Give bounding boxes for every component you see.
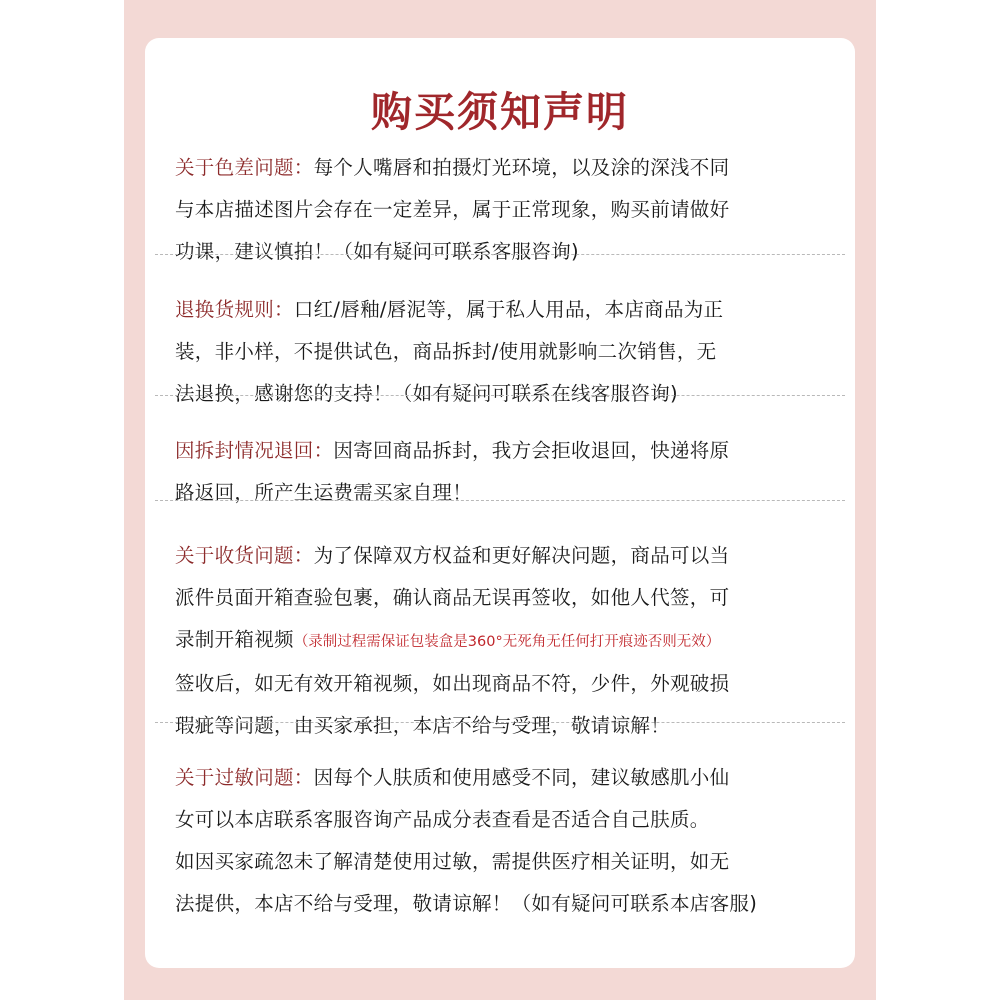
section-line <box>175 430 835 472</box>
section-line <box>175 757 835 799</box>
section-return-rules <box>175 289 835 415</box>
section-line: 法提供，本店不给与受理，敬请谅解！（如有疑问可联系本店客服) <box>175 892 758 915</box>
section-line: 瑕疵等问题，由买家承担，本店不给与受理，敬请谅解！ <box>175 714 671 737</box>
section-label: 关于过敏问题： <box>175 766 314 789</box>
section-text: 录制开箱视频 <box>175 628 294 651</box>
section-line <box>175 535 835 577</box>
section-label: 退换货规则： <box>175 298 294 321</box>
section-label: 关于色差问题： <box>175 156 314 179</box>
section-text: 为了保障双方权益和更好解决问题，商品可以当 <box>313 544 730 567</box>
dashed-divider <box>155 722 845 723</box>
dashed-divider <box>155 395 845 396</box>
section-text: 口红/唇釉/唇泥等，属于私人用品，本店商品为正 <box>293 298 724 321</box>
section-line: 法退换，感谢您的支持！（如有疑问可联系在线客服咨询) <box>175 382 678 405</box>
section-line <box>175 289 835 331</box>
section-receiving <box>175 535 835 747</box>
section-line: 签收后，如无有效开箱视频，如出现商品不符，少件，外观破损 <box>175 672 730 695</box>
section-label: 因拆封情况退回： <box>175 439 334 462</box>
section-line <box>175 619 835 663</box>
section-line: 派件员面开箱查验包裹，确认商品无误再签收，如他人代签，可 <box>175 586 730 609</box>
section-allergy <box>175 757 835 925</box>
section-line: 功课，建议慎拍！（如有疑问可联系客服咨询) <box>175 240 579 263</box>
video-note: （录制过程需保证包装盒是360°无死角无任何打开痕迹否则无效） <box>293 634 721 650</box>
notice-card <box>145 38 855 968</box>
page-title: 购买须知声明 <box>371 88 629 136</box>
section-line: 女可以本店联系客服咨询产品成分表查看是否适合自己肤质。 <box>175 808 710 831</box>
section-line: 与本店描述图片会存在一定差异，属于正常现象，购买前请做好 <box>175 198 730 221</box>
section-line: 装，非小样，不提供试色，商品拆封/使用就影响二次销售，无 <box>175 340 717 363</box>
section-text: 因每个人肤质和使用感受不同，建议敏感肌小仙 <box>313 766 730 789</box>
section-unsealed-return <box>175 430 835 514</box>
section-line: 路返回，所产生运费需买家自理！ <box>175 481 473 504</box>
dashed-divider <box>155 500 845 501</box>
dashed-divider <box>155 254 845 255</box>
section-text: 因寄回商品拆封，我方会拒收退回，快递将原 <box>333 439 730 462</box>
section-text: 每个人嘴唇和拍摄灯光环境，以及涂的深浅不同 <box>313 156 730 179</box>
section-line: 如因买家疏忽未了解清楚使用过敏，需提供医疗相关证明，如无 <box>175 850 730 873</box>
section-label: 关于收货问题： <box>175 544 314 567</box>
section-line <box>175 147 835 189</box>
